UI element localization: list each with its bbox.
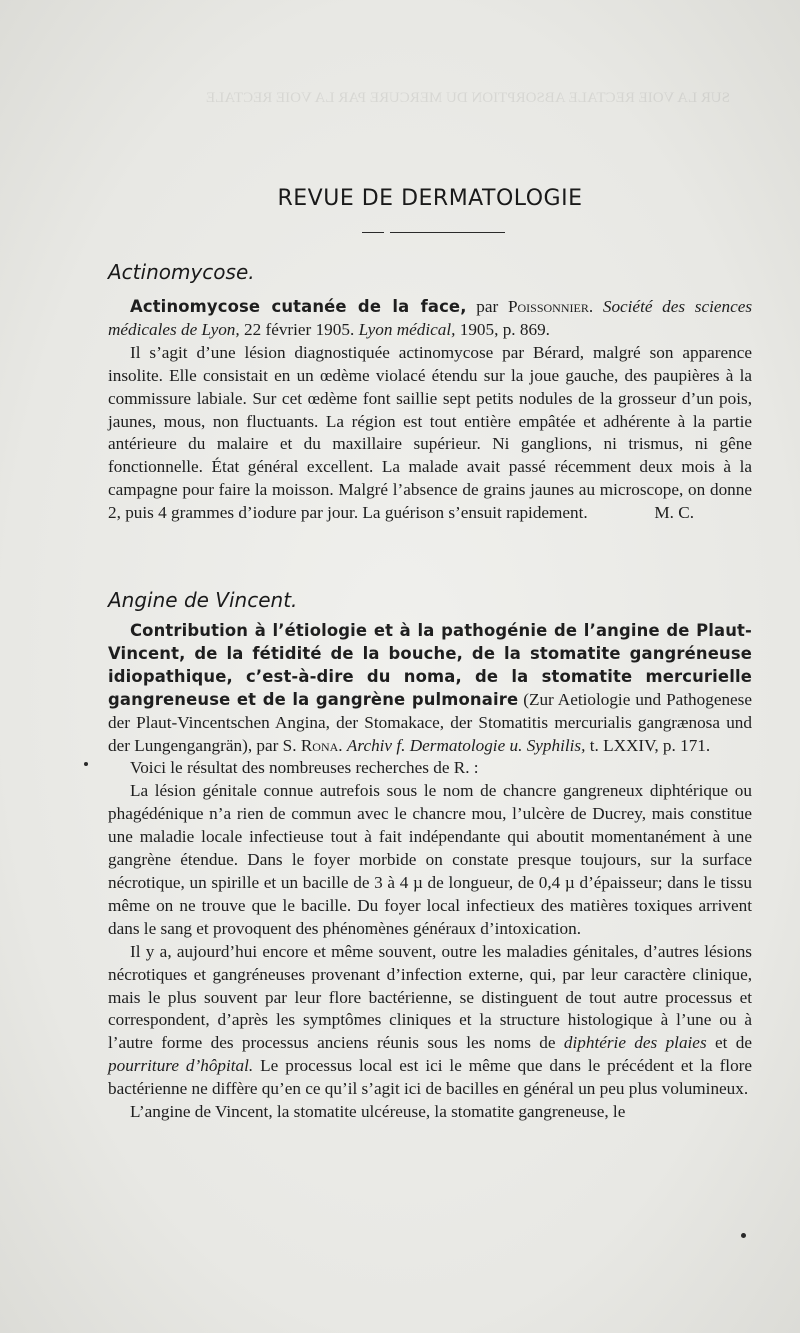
journal-section-title: REVUE DE DERMATOLOGIE [277,186,583,211]
ink-speck [741,1233,746,1238]
paragraph-2: La lésion génitale connue autrefois sous le nom de chancre gangreneux diphtérique ou phagédénique n’a rien de commun avec le chancre mou, l’ulcère de Ducrey, mais constitue une maladie locale infectieuse tout à fait indépendante qui aboutit momentanément à une gangrène étendue. Dans le foyer morbide on constate presque toujours, sur la surface nécrotique, un spirille et un bacille de 3 à 4 µ de longueur, de 0,4 µ d’épaisseur; dans le tissu même on ne trouve que le bacille. Du foyer local infectieux des matières toxiques arrivent dans le sang et provoquent des phénomènes généraux d’intoxication. [108,781,752,938]
article-title: Contribution à l’étiologie et à la pathogénie de l’angine de Plaut-Vincent, de la fétidité de la bouche, de la stomatite gangréneuse idiopathique, c’est-à-dire du noma, de la stomatite mercurielle gangreneuse et de la gangrène pulmonaire [108,621,752,709]
paragraph-4: L’angine de Vincent, la stomatite ulcéreuse, la stomatite gangreneuse, le [130,1102,626,1122]
article-author: Poissonnier. [507,297,594,316]
article-angine [108,620,752,1124]
ink-speck [84,762,88,766]
article-actinomycose [108,296,752,525]
paragraph-1: Voici le résultat des nombreuses recherches de R. : [130,758,479,778]
section-heading-actinomycose: Actinomycose. [108,260,255,284]
article-body: Il s’agit d’une lésion diagnostiquée actinomycose par Bérard, malgré son apparence insolite. Elle consistait en un œdème violacé étendu sur la joue gauche, des paupières à la commissure labiale. Sur cet œdème font saillie sept petits nodules de la grosseur d’un pois, jaunes, mous, non fluctuants. La région est tout entière empâtée et adhérente à la partie antérieure du malaire et du maxillaire supérieur. Ni ganglions, ni trismus, ni gêne fonctionnelle. État général excellent. La malade avait passé récemment deux mois à la campagne pour faire la moisson. Malgré l’absence de grains jaunes au microscope, on donne 2, puis 4 grammes d’iodure par jour. La guérison s’ensuit rapidement. [108,342,752,523]
paragraph-3: Il y a, aujourd’hui encore et même souvent, outre les maladies génitales, d’autres lésions nécrotiques et gangréneuses provenant d’infection externe, qui, par leur caractère clinique, mais le plus souvent par leur flore bactérienne, se distinguent de tout autre processus et correspondent, d’après les symptômes cliniques et la structure histologique à l’une ou à l’autre forme des processus anciens réunis sous les noms de diphtérie des plaies et de pourriture d’hôpital. Le processus local est ici le même que dans le précédent et la flore bactérienne ne diffère qu’en ce qu’il s’agit ici de bacilles en général un peu plus volumineux. [108,941,753,1099]
article-author: S. Rona. [282,735,343,755]
article-by: par [476,297,499,316]
citation-journal: Archiv f. Dermatologie u. Syphilis, [346,735,586,755]
article-header [108,296,752,342]
citation-volume: t. LXXIV, p. 171. [589,735,711,755]
article-header [108,620,752,757]
show-through-text: SUR LA VOIE RECTALE ABSORPTION DU MERCURE PAR LA VOIE RECTALE [205,90,730,106]
article-title: Actinomycose cutanée de la face, [130,297,467,316]
citation-journal: Lyon médical, [358,319,456,339]
citation-page: 1905, p. 869. [459,319,550,339]
title-rule-long [390,232,505,233]
section-heading-angine: Angine de Vincent. [108,588,298,612]
title-rule-short [362,232,384,233]
citation-date: 22 février 1905. [244,319,355,339]
citation-society: Société des sciences médicales de Lyon, [108,297,753,339]
article-german-title: (Zur Aetiologie und Pathogenese der Plaut-Vincentschen Angina, der Stomakace, der Stomatitis mercurialis gangrænosa und der Lungengangrän), par [108,689,752,755]
article-signature: M. C. [654,503,694,523]
